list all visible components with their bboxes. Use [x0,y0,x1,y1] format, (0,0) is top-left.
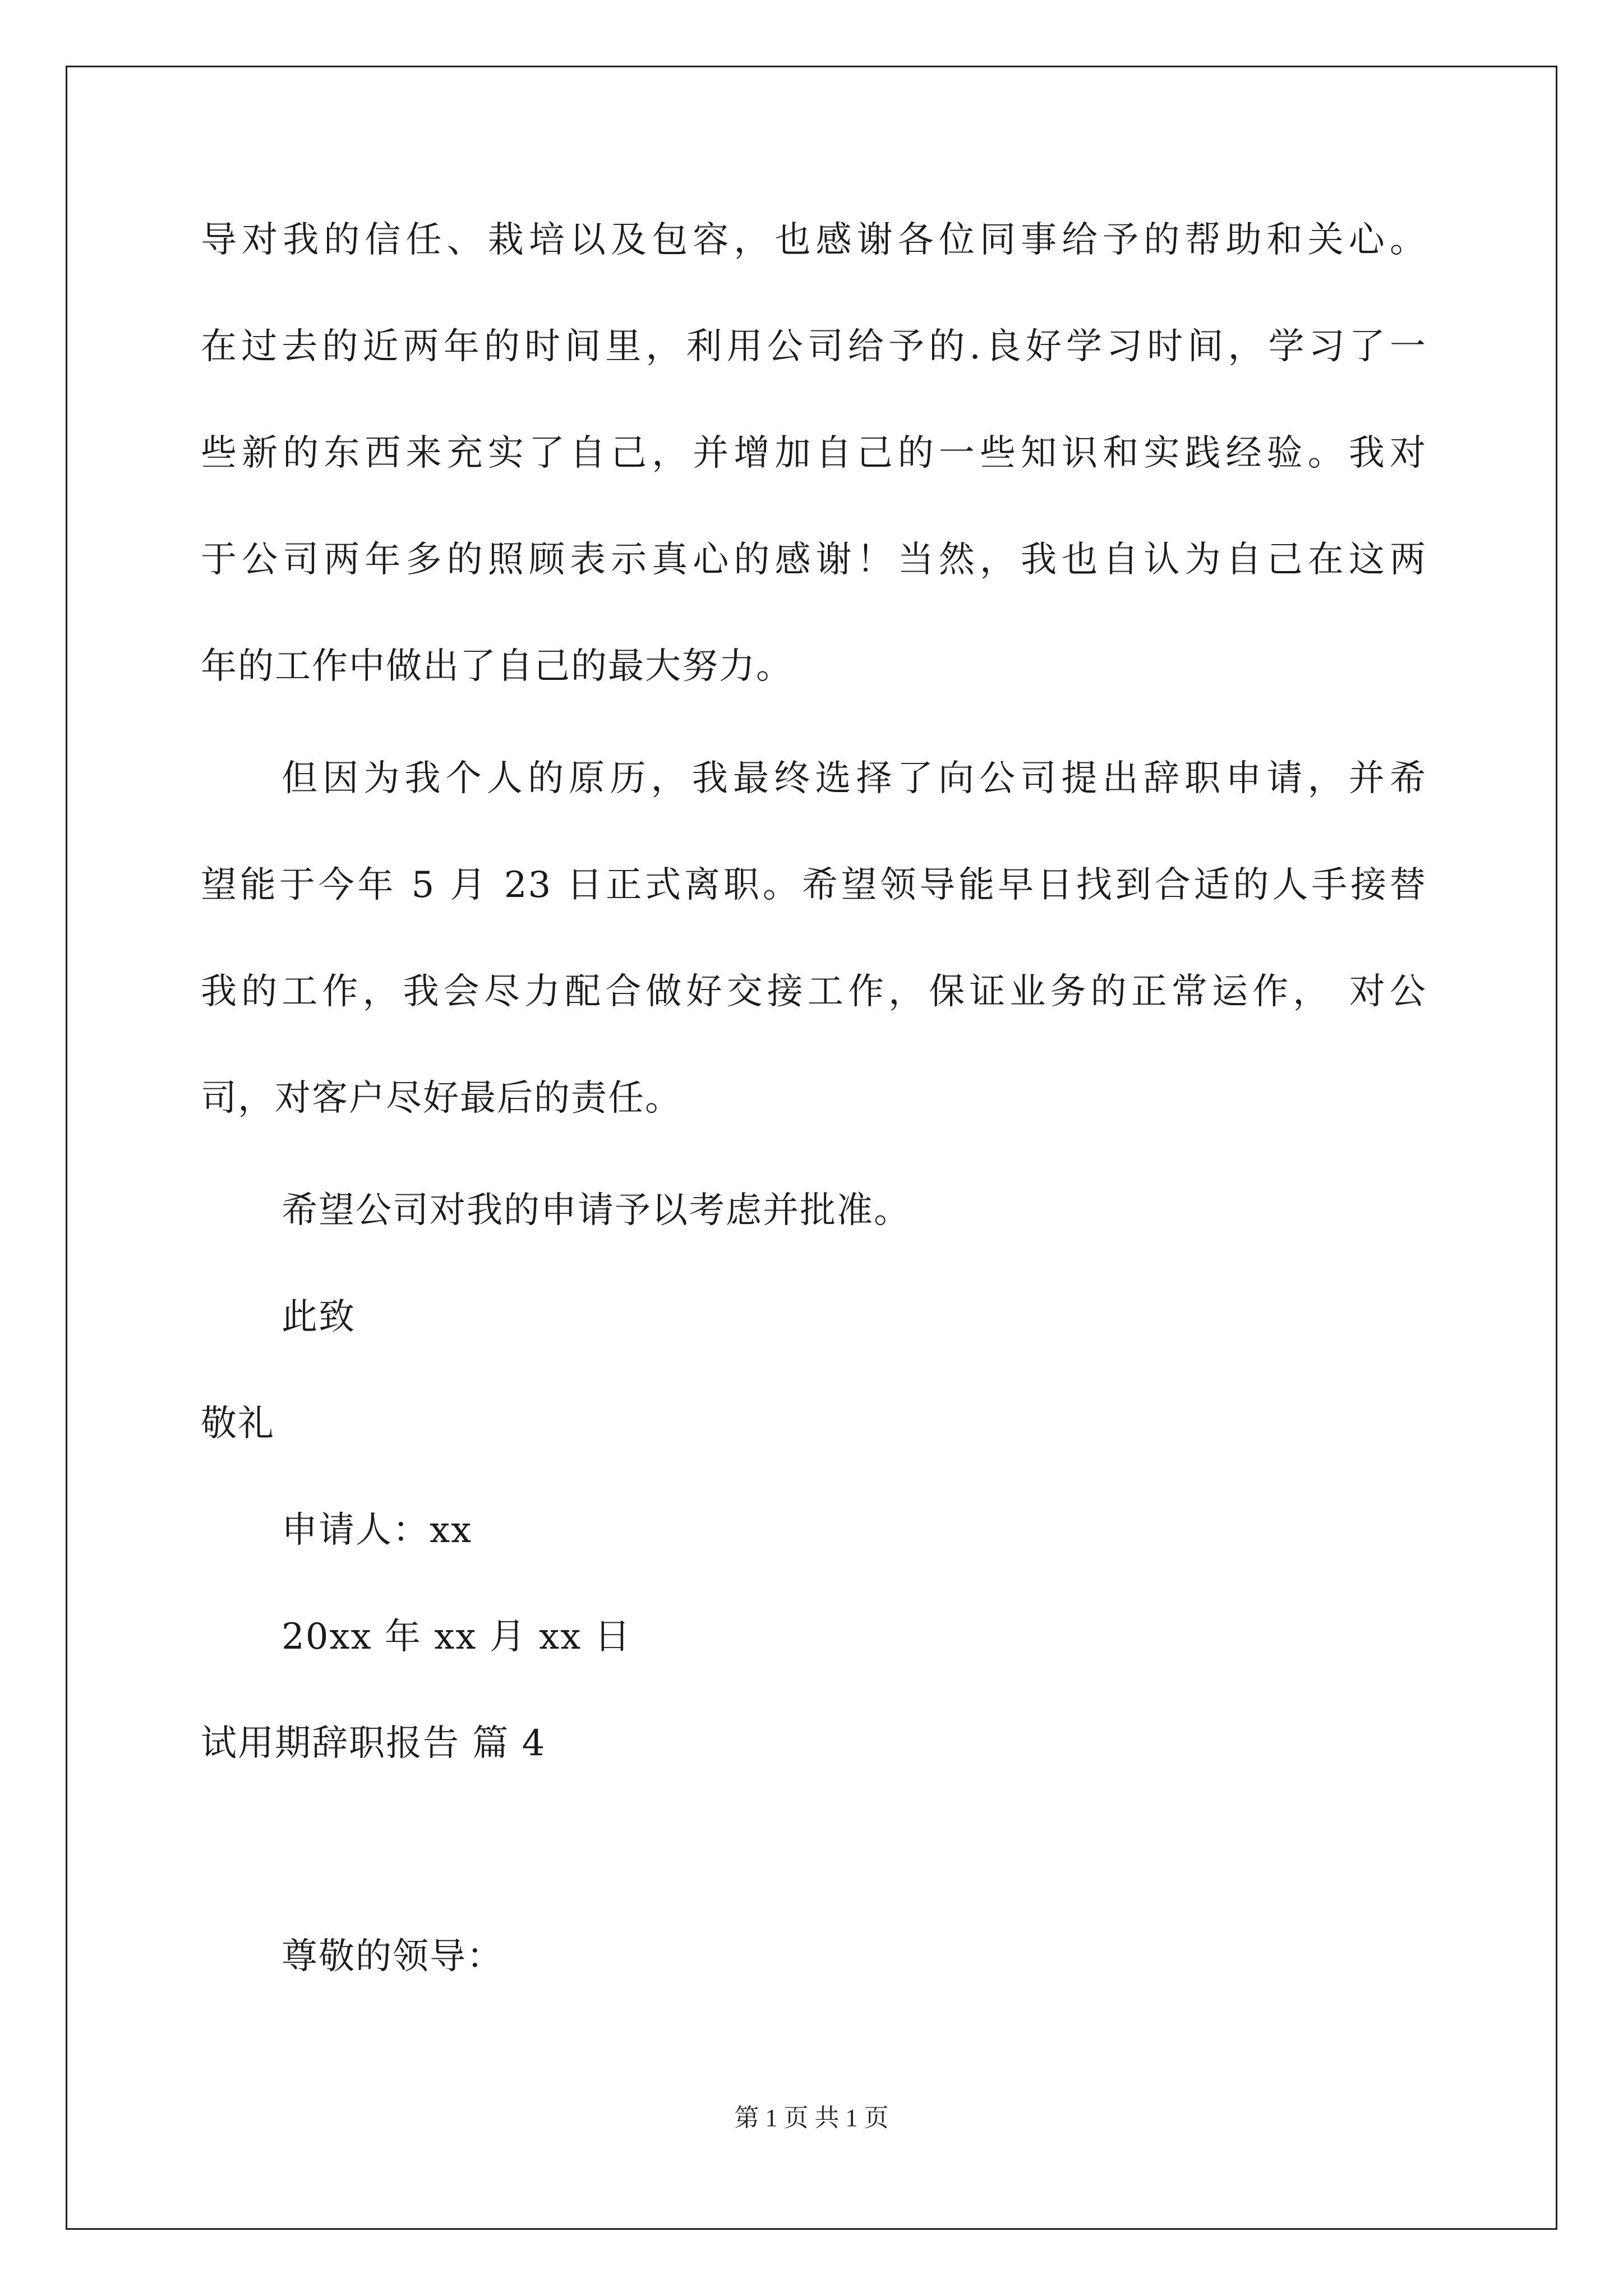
body-line-9: 司，对客户尽好最后的责任。 [201,1078,682,1119]
body-line-6: 但因为我个人的原历，我最终选择了向公司提出辞职申请，并希 [282,758,1427,799]
applicant-line: 申请人：xx [282,1510,473,1551]
body-line-5: 年的工作中做出了自己的最大努力。 [201,646,793,687]
salutation: 尊敬的领导： [282,1936,504,1977]
body-line-3: 些新的东西来充实了自己，并增加自己的一些知识和实践经验。我对 [201,432,1427,474]
body-line-4: 于公司两年多的照顾表示真心的感谢！当然，我也自认为自己在这两 [201,539,1427,581]
section-heading: 试用期辞职报告 篇 4 [201,1723,546,1764]
body-line-2: 在过去的近两年的时间里，利用公司给予的.良好学习时间，学习了一 [201,326,1427,367]
body-line-8: 我的工作，我会尽力配合做好交接工作，保证业务的正常运作， 对公 [201,971,1427,1013]
request-approval: 希望公司对我的申请予以考虑并批准。 [282,1190,911,1231]
closing-cizhi: 此致 [282,1296,356,1338]
closing-jingli: 敬礼 [201,1403,275,1444]
date-line: 20xx 年 xx 月 xx 日 [282,1616,631,1658]
body-line-1: 导对我的信任、栽培以及包容，也感谢各位同事给予的帮助和关心。 [201,219,1427,261]
page-footer: 第 1 页 共 1 页 [734,2104,889,2132]
page-border [66,66,1557,2230]
body-line-7: 望能于今年 5 月 23 日正式离职。希望领导能早日找到合适的人手接替 [201,864,1427,906]
